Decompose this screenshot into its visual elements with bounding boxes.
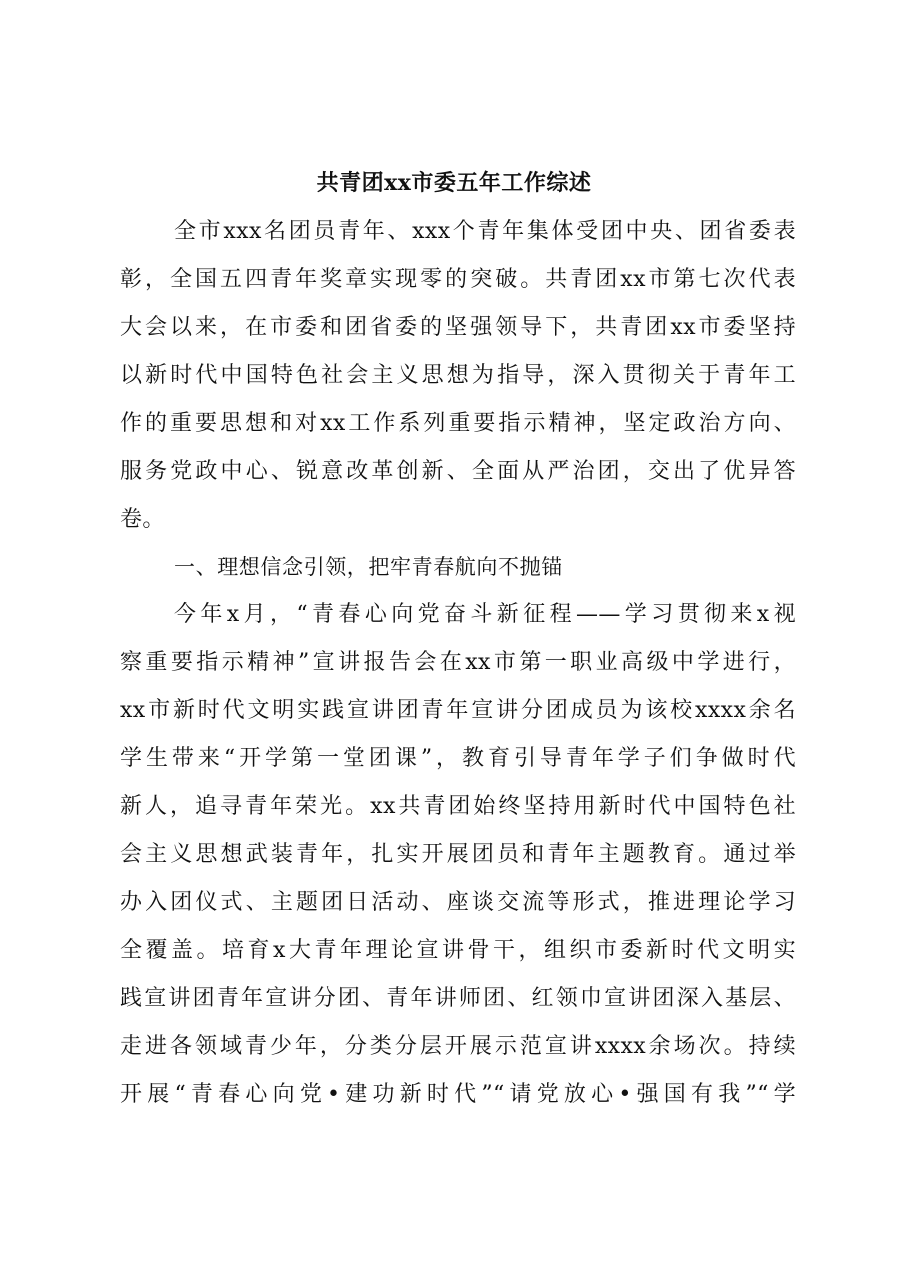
paragraph-2-line: 学生带来“开学第一堂团课”，教育引导青年学子们争做时代 [120, 746, 796, 771]
paragraph-2-line: xx市新时代文明实践宣讲团青年宣讲分团成员为该校xxxx余名 [120, 698, 796, 723]
paragraph-2-line: 办入团仪式、主题团日活动、座谈交流等形式，推进理论学习 [120, 890, 796, 915]
paragraph-2-line: 新人，追寻青年荣光。xx共青团始终坚持用新时代中国特色社 [120, 794, 796, 819]
paragraph-1-line: 大会以来，在市委和团省委的坚强领导下，共青团xx市委坚持 [120, 315, 796, 340]
paragraph-1-line: 服务党政中心、锐意改革创新、全面从严治团，交出了优异答 [120, 459, 796, 484]
paragraph-1-line: 卷。 [120, 507, 165, 532]
paragraph-1-line: 作的重要思想和对xx工作系列重要指示精神，坚定政治方向、 [120, 411, 796, 436]
paragraph-2-line: 会主义思想武装青年，扎实开展团员和青年主题教育。通过举 [120, 842, 796, 867]
paragraph-1-line: 全市xxx名团员青年、xxx个青年集体受团中央、团省委表 [174, 219, 796, 244]
paragraph-2-line: 践宣讲团青年宣讲分团、青年讲师团、红领巾宣讲团深入基层、 [120, 986, 796, 1011]
paragraph-2-line: 走进各领域青少年，分类分层开展示范宣讲xxxx余场次。持续 [120, 1034, 796, 1059]
document-title: 共青团xx市委五年工作综述 [316, 170, 592, 196]
section-heading: 一、理想信念引领，把牢青春航向不抛锚 [174, 555, 563, 579]
paragraph-2-line: 察重要指示精神”宣讲报告会在xx市第一职业高级中学进行， [120, 650, 796, 675]
paragraph-2-line: 开展“青春心向党•建功新时代”“请党放心•强国有我”“学 [120, 1082, 796, 1107]
paragraph-1-line: 以新时代中国特色社会主义思想为指导，深入贯彻关于青年工 [120, 363, 796, 388]
paragraph-2-line: 今年x月，“青春心向党奋斗新征程——学习贯彻来x视 [174, 602, 796, 627]
paragraph-1-line: 彰，全国五四青年奖章实现零的突破。共青团xx市第七次代表 [120, 267, 796, 292]
paragraph-2-line: 全覆盖。培育x大青年理论宣讲骨干，组织市委新时代文明实 [120, 938, 796, 963]
